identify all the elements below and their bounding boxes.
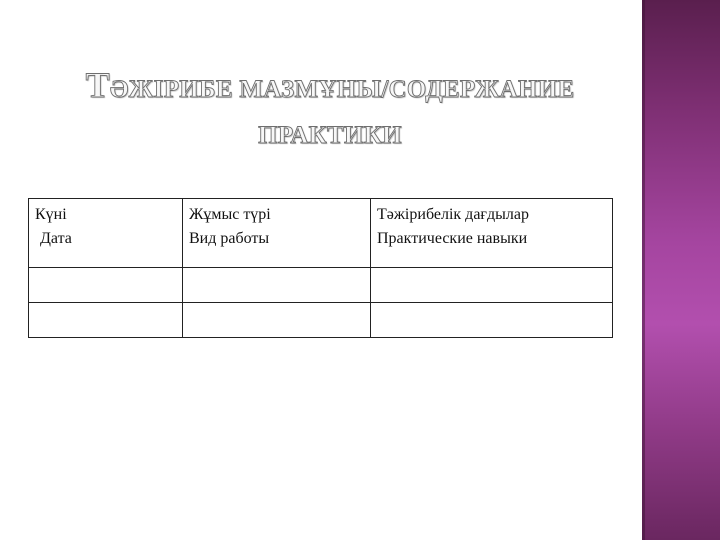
table-header-row xyxy=(29,199,613,268)
header-cell-date xyxy=(29,199,183,268)
table-cell xyxy=(29,268,183,303)
table-cell xyxy=(371,268,613,303)
header-date-ru: Дата xyxy=(40,230,72,247)
header-work-type-kz: Жұмыс түрі xyxy=(189,206,271,223)
table-cell xyxy=(183,303,371,338)
practice-content-table xyxy=(28,198,613,338)
title-line-1 xyxy=(40,62,620,113)
table-row xyxy=(29,268,613,303)
slide-title xyxy=(40,62,620,159)
table-cell xyxy=(29,303,183,338)
table-cell xyxy=(371,303,613,338)
header-work-type-ru: Вид работы xyxy=(189,230,270,247)
table-row xyxy=(29,303,613,338)
title-first-letter: Т xyxy=(85,65,110,105)
decorative-side-panel xyxy=(642,0,720,540)
header-cell-work-type xyxy=(183,199,371,268)
title-line-1-rest: ӘЖІРИБЕ МАЗМҰНЫ/СОДЕРЖАНИЕ xyxy=(109,76,575,103)
header-skills-ru: Практические навыки xyxy=(377,230,528,247)
table-cell xyxy=(183,268,371,303)
title-line-2: ПРАКТИКИ xyxy=(258,122,402,149)
side-panel-edge xyxy=(642,0,645,540)
header-cell-skills xyxy=(371,199,613,268)
header-date-kz: Күні xyxy=(35,206,67,223)
header-skills-kz: Тәжірибелік дағдылар xyxy=(377,206,529,223)
